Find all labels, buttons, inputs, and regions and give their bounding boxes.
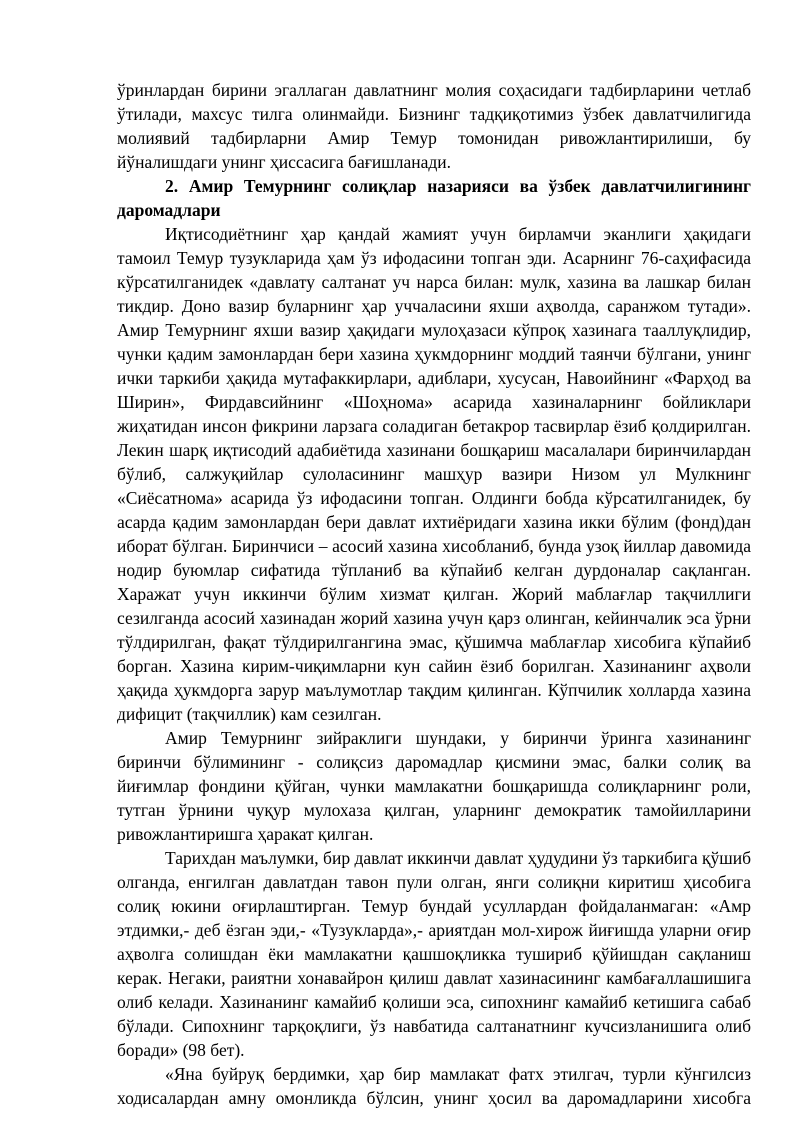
paragraph-wisdom: Амир Темурнинг зийраклиги шундаки, у биринчи ўринга хазинанинг биринчи бўлимининг - солиқсиз даромадлар қисмини эмас, балки солиқ ва йиғимлар фондини қўйган, чунки мамлакатни бошқаришда солиқларнинг роли, тутган ўрнини чуқур мулохаза қилган, уларнинг демократик тамойилларини ривожлантиришга ҳаракат қилган. [117,728,751,844]
document-page [117,78,751,1110]
paragraph-history: Тарихдан маълумки, бир давлат иккинчи давлат ҳудудини ўз таркибига қўшиб олганда, енгилган давлатдан тавон пули олган, янги солиқни киритиш ҳисобига солиқ юкини оғирлаштирган. Темур бундай усуллардан фойдаланмаган: «Амр этдимки,- деб ёзган эди,- «Тузукларда»,- ариятдан мол-хирож йиғишда уларни оғир аҳволга солишдан ёки мамлакатни қашшоқликка тушириб қўйишдан сақланиш керак. Негаки, раиятни хонавайрон қилиш давлат хазинасининг камбағаллашишига олиб келади. Хазинанинг камайиб қолиши эса, сипохнинг камайиб кетишига сабаб бўлади. Сипохнинг тарқоқлиги, ўз навбатида салтанатнинг кучсизланишига олиб боради» (98 бет). [117,848,751,1060]
section-heading: 2. Амир Темурнинг солиқлар назарияси ва ўзбек давлатчилигининг даромадлари [117,176,751,220]
paragraph-treasury: Иқтисодиётнинг ҳар қандай жамият учун бирламчи эканлиги ҳақидаги тамоил Темур тузукларида ҳам ўз ифодасини топган эди. Асарнинг 76-саҳифасида кўрсатилганидек «давлату салтанат уч нарса билан: мулк, хазина ва лашкар билан тикдир. Доно вазир буларнинг ҳар уччаласини яхши аҳволда, саранжом тутади». Амир Темурнинг яхши вазир ҳақидаги мулоҳазаси кўпроқ хазинага тааллуқлидир, чунки қадим замонлардан бери хазина ҳукмдорнинг моддий таянчи бўлгани, унинг ички таркиби ҳақида мутафаккирлари, адиблари, хусусан, Навоийнинг «Фарҳод ва Ширин», Фирдавсийнинг «Шоҳнома» асарида хазиналарнинг бойликлари жиҳатидан инсон фикрини ларзага соладиган бетакрор тасвирлар ёзиб қолдирилган. Лекин шарқ иқтисодий адабиётида хазинани бошқариш масалалари биринчилардан бўлиб, салжуқийлар сулоласининг машҳур вазири Низом ул Мулкнинг «Сиёсатнома» асарида ўз ифодасини топган. Олдинги бобда кўрсатилганидек, бу асарда қадим замонлардан бери давлат ихтиёридаги хазина икки бўлим (фонд)дан иборат бўлган. Биринчиси – асосий хазина хисобланиб, бунда узоқ йиллар давомида нодир буюмлар сифатида тўпланиб ва кўпайиб келган дурдоналар сақланган. Харажат учун иккинчи бўлим хизмат қилган. Жорий маблағлар тақчиллиги сезилганда асосий хазинадан жорий хазина учун қарз олинган, кейинчалик эса ўрни тўлдирилган, фақат тўлдирилгангина эмас, қўшимча маблағлар хисобига кўпайиб борган. Хазина кирим-чиқимларни кун сайин ёзиб борилган. Хазинанинг аҳволи ҳақида ҳукмдорга зарур маълумотлар тақдим қилинган. Кўпчилик холларда хазина дифицит (тақчиллик) кам сезилган. [117,224,751,724]
paragraph-intro: ўринлардан бирини эгаллаган давлатнинг молия соҳасидаги тадбирларини четлаб ўтилади, махсус тилга олинмайди. Бизнинг тадқиқотимиз ўзбек давлатчилигида молиявий тадбирларни Амир Темур томонидан ривожлантирилиши, бу йўналишдаги унинг ҳиссасига бағишланади. [117,80,751,172]
paragraph-order: «Яна буйруқ бердимки, ҳар бир мамлакат фатх этилгач, турли кўнгилсиз ходисалардан амну омонликда бўлсин, унинг ҳосил ва даромадларини хисобга [117,1064,751,1108]
